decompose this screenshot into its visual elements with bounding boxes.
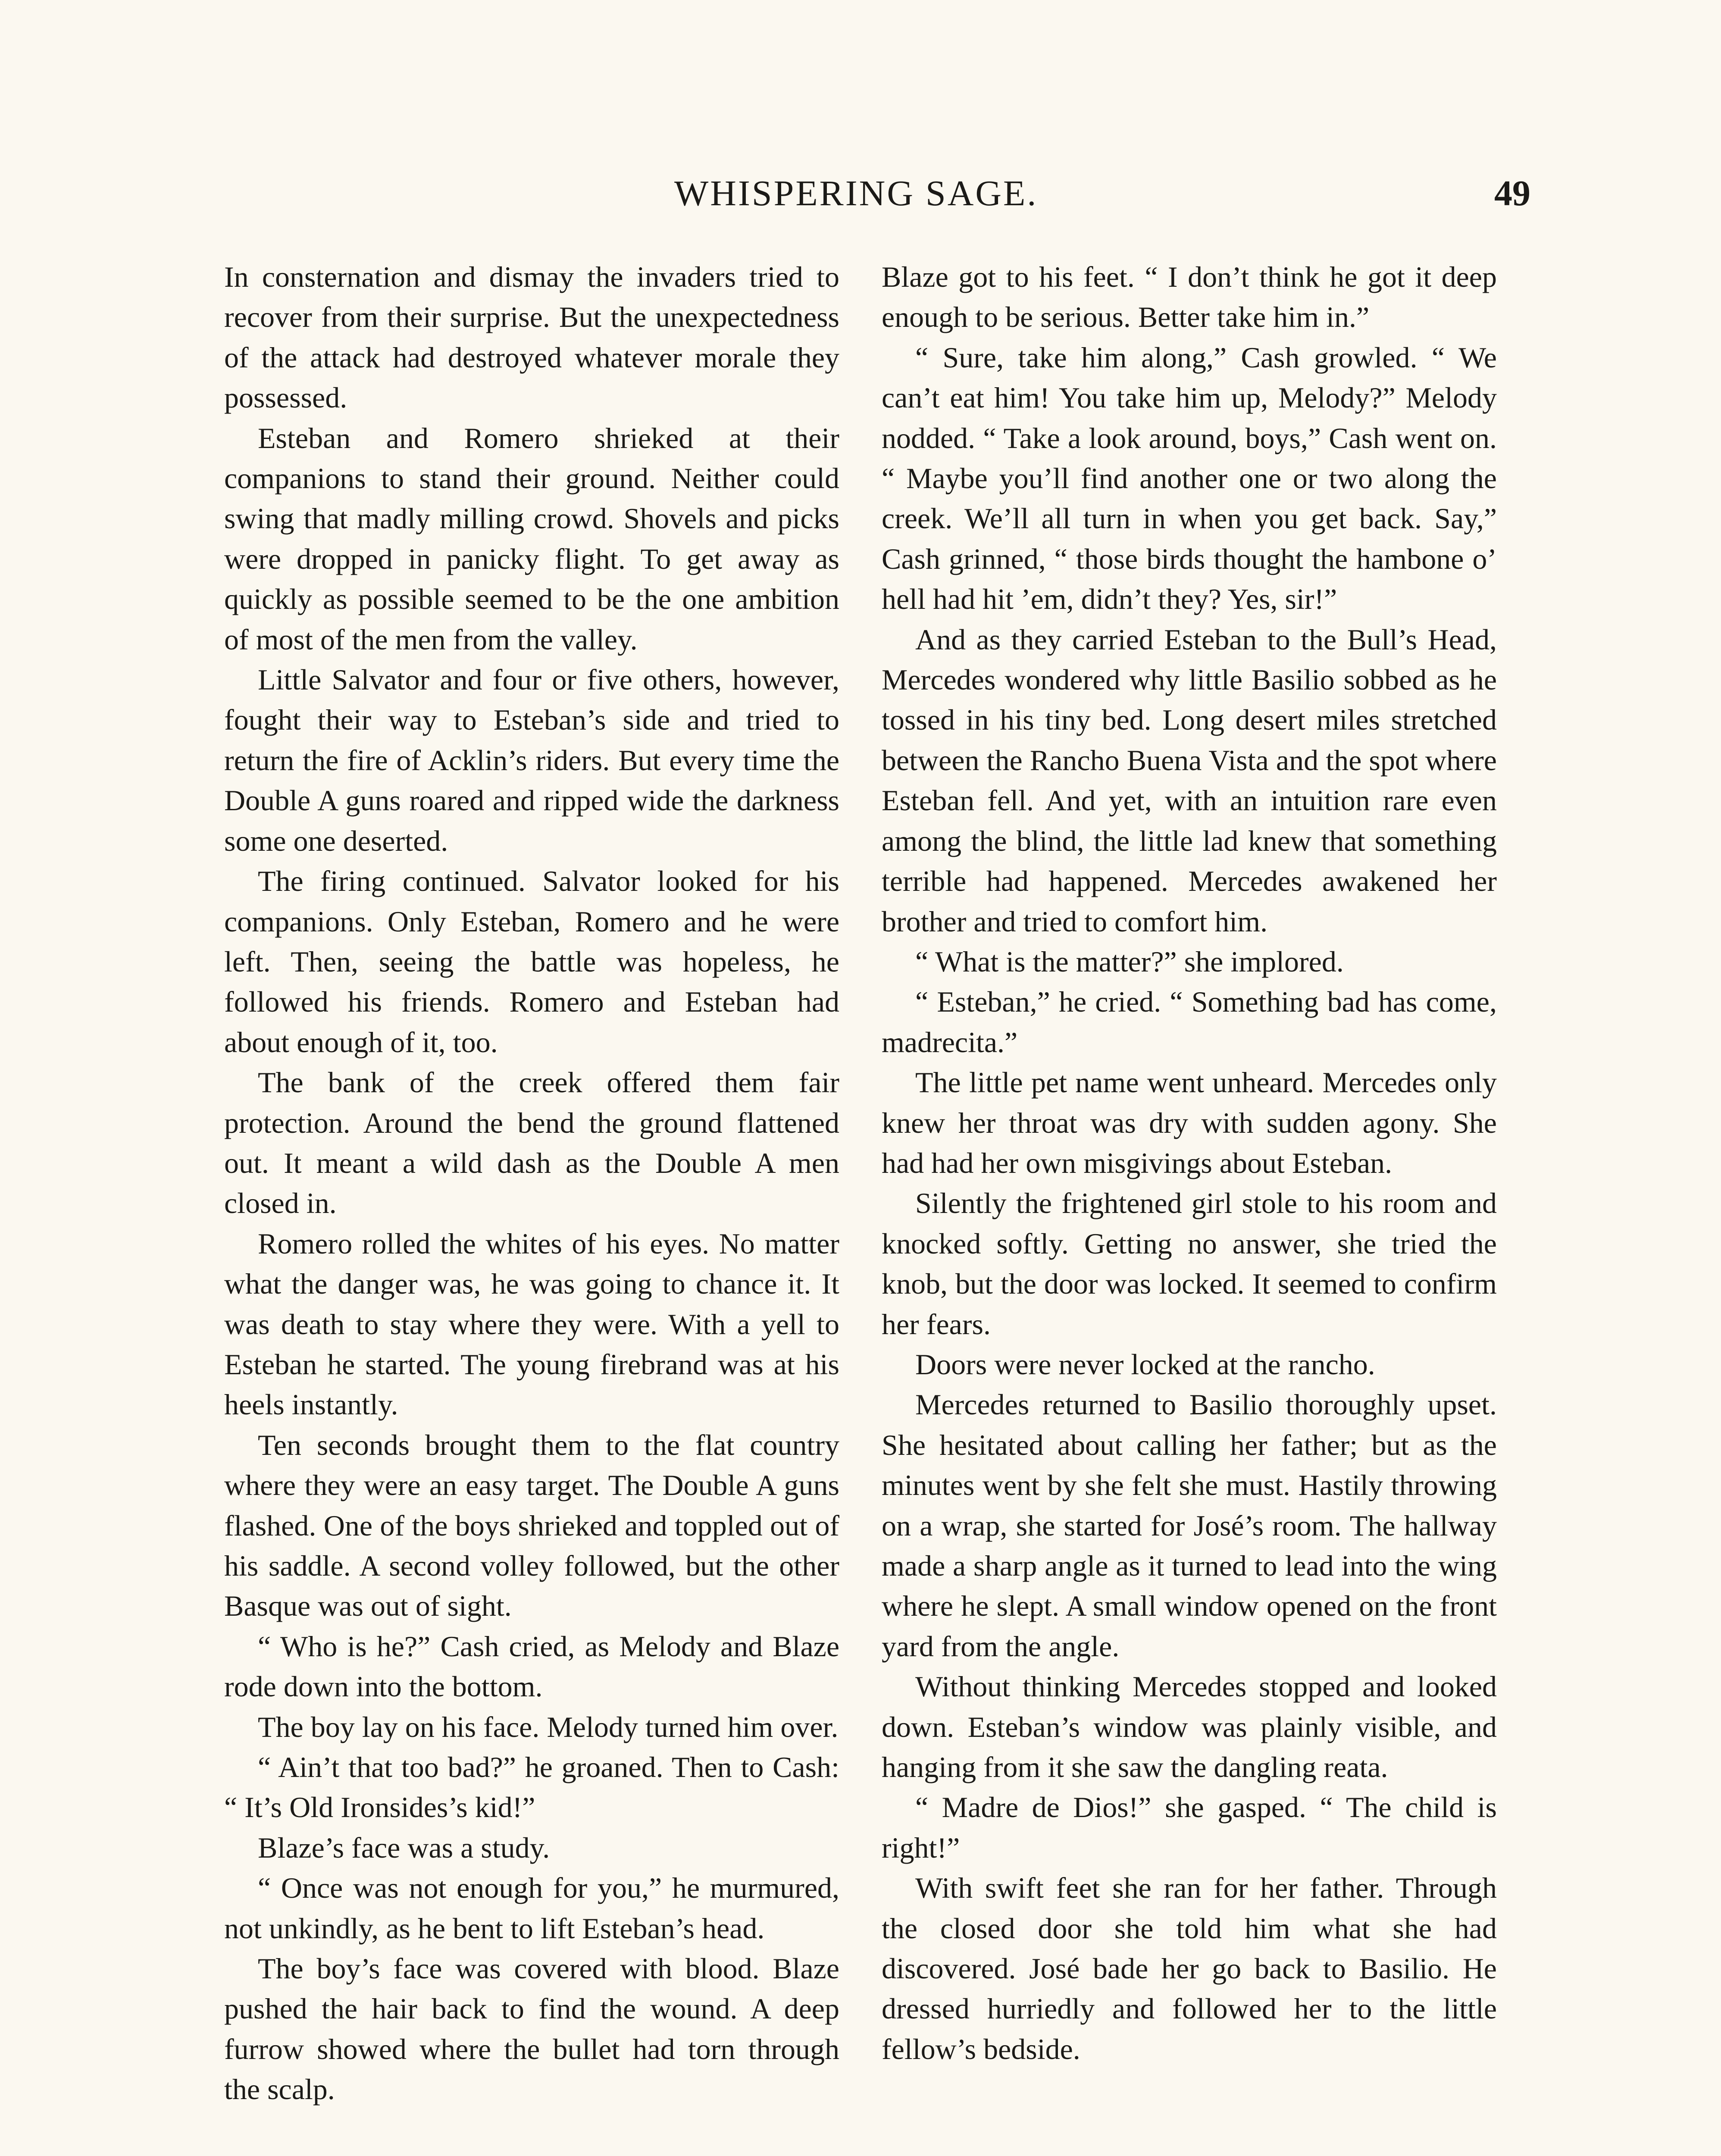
paragraph: “ Once was not enough for you,” he murmured, not unkindly, as he bent to lift Esteban’s head. xyxy=(224,1871,839,1945)
paragraph: Blaze got to his feet. “ I don’t think he got it deep enough to be serious. Better take him in.” xyxy=(882,260,1497,334)
paragraph: Blaze’s face was a study. xyxy=(258,1831,550,1864)
right-column xyxy=(882,257,1497,2069)
paragraph: With swift feet she ran for her father. Through the closed door she told him what she had discovered. José bade her go back to Basilio. He dressed hurriedly and followed her to the little fellow’s bedside. xyxy=(882,1871,1497,2065)
paragraph: “ Esteban,” he cried. “ Something bad has come, madrecita.” xyxy=(882,985,1497,1059)
left-column xyxy=(224,257,839,2110)
paragraph: Doors were never locked at the rancho. xyxy=(915,1348,1375,1381)
paragraph: In consternation and dismay the invaders tried to recover from their surprise. But the unexpectedness of the attack had destroyed whatever morale they possessed. xyxy=(224,260,839,414)
paragraph: “ What is the matter?” she implored. xyxy=(915,945,1344,978)
page-header xyxy=(0,172,1721,224)
paragraph: “ Who is he?” Cash cried, as Melody and Blaze rode down into the bottom. xyxy=(224,1630,839,1703)
paragraph: The boy lay on his face. Melody turned him over. xyxy=(258,1710,839,1743)
paragraph: “ Ain’t that too bad?” he groaned. Then to Cash: “ It’s Old Ironsides’s kid!” xyxy=(224,1751,839,1824)
running-title: WHISPERING SAGE. xyxy=(674,173,1038,213)
page-number: 49 xyxy=(1494,173,1530,213)
paragraph: “ Madre de Dios!” she gasped. “ The child is right!” xyxy=(882,1791,1497,1864)
paragraph: Mercedes returned to Basilio thoroughly upset. She hesitated about calling her father; but as the minutes went by she felt she must. Hastily throwing on a wrap, she started for José’s room. The hallway made a sharp angle as it turned to lead into the wing where he slept. A small window opened on the front yard from the angle. xyxy=(882,1388,1497,1663)
paragraph: The bank of the creek offered them fair protection. Around the bend the ground flattened out. It meant a wild dash as the Double A men closed in. xyxy=(224,1066,839,1220)
paragraph: The little pet name went unheard. Mercedes only knew her throat was dry with sudden agony. She had had her own misgivings about Esteban. xyxy=(882,1066,1497,1179)
paragraph: Romero rolled the whites of his eyes. No matter what the danger was, he was going to chance it. It was death to stay where they were. With a yell to Esteban he started. The young firebrand was at his heels instantly. xyxy=(224,1227,839,1421)
paragraph: Ten seconds brought them to the flat country where they were an easy target. The Double A guns flashed. One of the boys shrieked and toppled out of his saddle. A second volley followed, but the other Basque was out of sight. xyxy=(224,1428,839,1623)
paragraph: The firing continued. Salvator looked for his companions. Only Esteban, Romero and he were left. Then, seeing the battle was hopeless, he followed his friends. Romero and Esteban had about enough of it, too. xyxy=(224,865,839,1059)
paragraph: The boy’s face was covered with blood. Blaze pushed the hair back to find the wound. A deep furrow showed where the bullet had torn through the scalp. xyxy=(224,1952,839,2106)
paragraph: Without thinking Mercedes stopped and looked down. Esteban’s window was plainly visible, and hanging from it she saw the dangling reata. xyxy=(882,1670,1497,1784)
paragraph: Little Salvator and four or five others, however, fought their way to Esteban’s side and tried to return the fire of Acklin’s riders. But every time the Double A guns roared and ripped wide the darkness some one deserted. xyxy=(224,663,839,857)
paragraph: Silently the frightened girl stole to his room and knocked softly. Getting no answer, she tried the knob, but the door was locked. It seemed to confirm her fears. xyxy=(882,1187,1497,1341)
paragraph: And as they carried Esteban to the Bull’s Head, Mercedes wondered why little Basilio sobbed as he tossed in his tiny bed. Long desert miles stretched between the Rancho Buena Vista and the spot where Esteban fell. And yet, with an intuition rare even among the blind, the little lad knew that something terrible had happened. Mercedes awakened her brother and tried to comfort him. xyxy=(882,623,1497,938)
paragraph: “ Sure, take him along,” Cash growled. “ We can’t eat him! You take him up, Melody?” Melody nodded. “ Take a look around, boys,” Cash went on. “ Maybe you’ll find another one or two along the creek. We’ll all turn in when you get back. Say,” Cash grinned, “ those birds thought the hambone o’ hell had hit ’em, didn’t they? Yes, sir!” xyxy=(882,341,1497,616)
paragraph: Esteban and Romero shrieked at their companions to stand their ground. Neither could swing that madly milling crowd. Shovels and picks were dropped in panicky flight. To get away as quickly as possible seemed to be the one ambition of most of the men from the valley. xyxy=(224,421,839,656)
